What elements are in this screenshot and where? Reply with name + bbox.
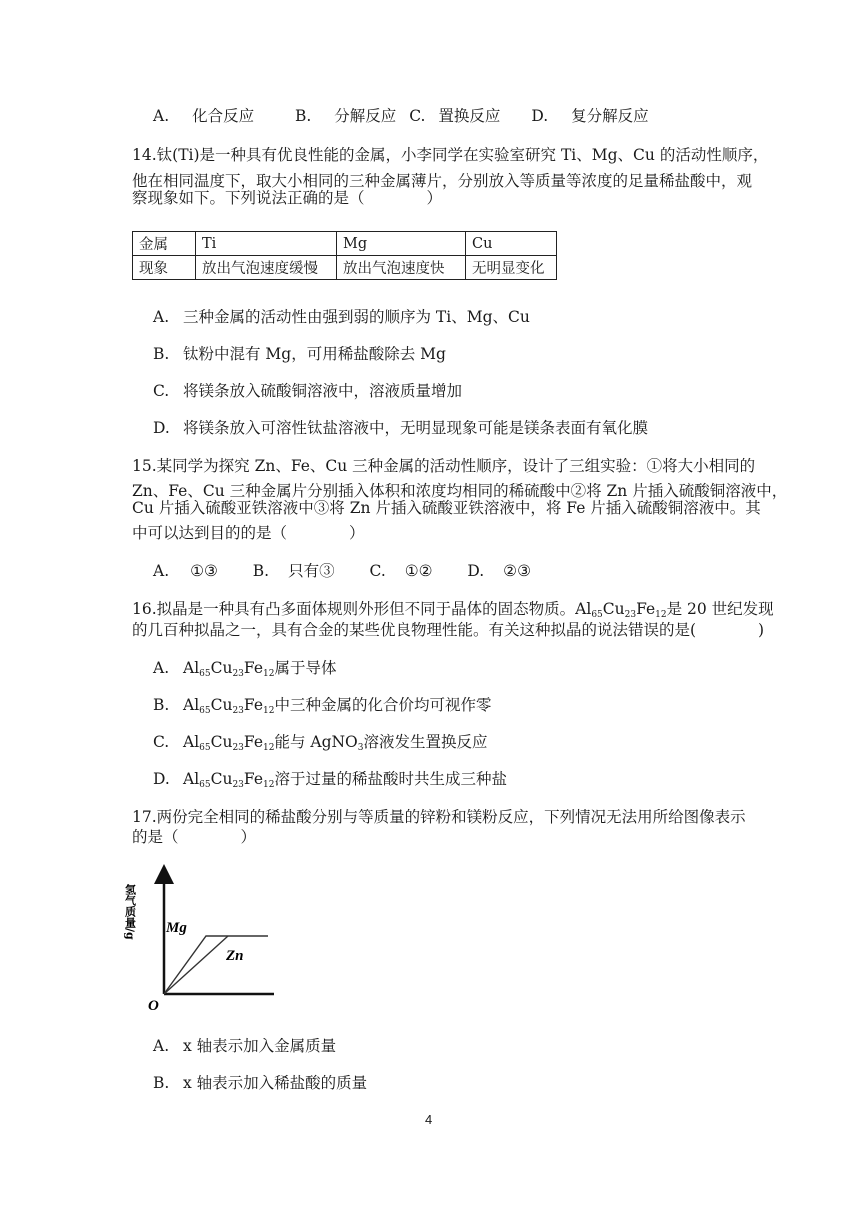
- formula-element: Fe: [636, 600, 656, 618]
- q16-option-d: [153, 769, 507, 789]
- q15-option-b-text: 只有③: [288, 562, 335, 580]
- q17-option-b: [153, 1073, 367, 1093]
- table-cell: 现象: [133, 256, 196, 280]
- q17-option-a: [153, 1036, 336, 1056]
- q15-option-b-letter: B.: [252, 562, 270, 580]
- mg-curve: [164, 936, 268, 994]
- q15-option-c-text: ①②: [404, 562, 433, 580]
- q14-observation-table: [132, 231, 557, 280]
- formula-element: Al: [183, 659, 200, 677]
- q14-option-c: [153, 381, 462, 401]
- q13-option-b-letter: B.: [295, 107, 312, 125]
- formula-element: Al: [575, 600, 592, 618]
- formula-element: Al: [183, 696, 200, 714]
- q15-option-c-letter: C.: [369, 562, 386, 580]
- option-letter: B.: [153, 345, 170, 363]
- q15-option-d-letter: D.: [467, 562, 485, 580]
- option-text: 溶于过量的稀盐酸时共生成三种盐: [274, 770, 507, 788]
- q13-option-a-text: 化合反应: [192, 107, 255, 125]
- formula-element: Al: [183, 733, 200, 751]
- formula-subscript: 23: [624, 610, 637, 620]
- option-text: 属于导体: [274, 659, 337, 677]
- q16-option-b: [153, 695, 491, 715]
- formula-subscript: 65: [199, 743, 211, 753]
- chemical-formula: [183, 770, 274, 788]
- formula-element: Cu: [210, 696, 233, 714]
- option-letter: A.: [153, 308, 170, 326]
- table-cell: 放出气泡速度缓慢: [196, 256, 337, 280]
- q15-option-a-letter: A.: [153, 562, 170, 580]
- option-letter: C.: [153, 382, 170, 400]
- q15-stem-line1: 15.某同学为探究 Zn、Fe、Cu 三种金属的活动性顺序，设计了三组实验：①将大小相同的: [132, 457, 756, 475]
- q17-graph: [123, 862, 278, 1014]
- option-text: 能与 AgNO: [274, 733, 358, 751]
- option-text: 溶液发生置换反应: [363, 733, 488, 751]
- q15-option-a-text: ①③: [190, 562, 218, 580]
- origin-label: O: [148, 998, 159, 1014]
- q16-stem-line1: [132, 599, 774, 619]
- table-cell: 金属: [133, 232, 196, 256]
- formula-subscript: 65: [199, 780, 211, 790]
- q13-option-b-text: 分解反应: [334, 107, 397, 125]
- option-letter: B.: [153, 1074, 170, 1092]
- q14-stem-line1: 14.钛(Ti)是一种具有优良性能的金属，小李同学在实验室研究 Ti、Mg、Cu 的活动性顺序，: [132, 146, 769, 164]
- q14-option-b: [153, 344, 446, 364]
- q13-option-c-letter: C.: [409, 107, 426, 125]
- mg-label: Mg: [166, 920, 187, 936]
- table-row: [133, 232, 557, 256]
- formula-subscript: 12: [263, 669, 275, 679]
- option-text: 三种金属的活动性由强到弱的顺序为 Ti、Mg、Cu: [183, 308, 530, 326]
- option-letter: A.: [153, 1037, 170, 1055]
- formula-subscript: 12: [263, 706, 275, 716]
- q15-option-d-text: ②③: [503, 562, 531, 580]
- formula-element: Cu: [210, 659, 233, 677]
- q13-option-a-letter: A.: [153, 107, 170, 125]
- q16-stem-line2: 的几百种拟晶之一，具有合金的某些优良物理性能。有关这种拟晶的说法错误的是( ): [132, 621, 765, 639]
- option-text: x 轴表示加入稀盐酸的质量: [183, 1074, 368, 1092]
- formula-subscript: 12: [263, 780, 275, 790]
- option-text: 中三种金属的化合价均可视作零: [274, 696, 492, 714]
- q15-stem-line2: Zn、Fe、Cu 三种金属片分别插入体积和浓度均相同的稀硫酸中②将 Zn 片插入硫酸铜溶液中，: [132, 482, 788, 500]
- table-row: [133, 256, 557, 280]
- formula-subscript: 23: [232, 780, 244, 790]
- formula-element: Fe: [243, 696, 263, 714]
- q13-option-d-text: 复分解反应: [571, 107, 649, 125]
- formula-subscript: 23: [232, 743, 244, 753]
- formula-element: Cu: [602, 600, 625, 618]
- formula-subscript: 12: [655, 610, 667, 620]
- page-number: 4: [425, 1112, 433, 1127]
- q14-stem-line2: 他在相同温度下，取大小相同的三种金属薄片，分别放入等质量等浓度的足量稀盐酸中，观: [132, 172, 753, 190]
- chemical-formula: [183, 696, 274, 714]
- formula-subscript: 65: [199, 706, 211, 716]
- q13-option-c-text: 置换反应: [438, 107, 501, 125]
- table-cell: 放出气泡速度快: [337, 256, 466, 280]
- option-letter: D.: [153, 419, 170, 437]
- option-text: x 轴表示加入金属质量: [183, 1037, 337, 1055]
- y-axis-label: 氢气质量/g: [123, 884, 137, 940]
- option-letter: B.: [153, 696, 170, 714]
- zn-label: Zn: [226, 948, 244, 964]
- q16-stem-text: 是 20 世纪发现: [666, 600, 774, 618]
- option-text: 将镁条放入硫酸铜溶液中，溶液质量增加: [183, 382, 463, 400]
- table-cell: Mg: [337, 232, 466, 256]
- chemical-formula: [575, 600, 666, 618]
- formula-element: Cu: [210, 733, 233, 751]
- chemical-formula: [183, 659, 274, 677]
- formula-subscript: 65: [591, 610, 603, 620]
- option-letter: D.: [153, 770, 170, 788]
- q14-stem-line3: 察现象如下。下列说法正确的是（ ）: [132, 189, 443, 207]
- q14-option-a: [153, 307, 530, 327]
- option-letter: C.: [153, 733, 170, 751]
- formula-element: Al: [183, 770, 200, 788]
- formula-element: Fe: [243, 659, 263, 677]
- table-cell: Ti: [196, 232, 337, 256]
- q17-stem-line2: 的是（ ）: [132, 828, 257, 846]
- q15-stem-line4: 中可以达到目的的是（ ）: [132, 524, 365, 542]
- q16-option-a: [153, 658, 336, 678]
- option-text: 将镁条放入可溶性钛盐溶液中，无明显现象可能是镁条表面有氧化膜: [183, 419, 649, 437]
- q13-options: [153, 106, 649, 126]
- formula-subscript: 23: [232, 669, 244, 679]
- formula-subscript: 65: [199, 669, 211, 679]
- table-cell: Cu: [466, 232, 557, 256]
- q16-stem-text: 16.拟晶是一种具有凸多面体规则外形但不同于晶体的固态物质。: [132, 600, 576, 618]
- formula-element: Cu: [210, 770, 233, 788]
- formula-subscript: 12: [263, 743, 275, 753]
- zn-curve: [164, 936, 228, 994]
- q17-stem-line1: 17.两份完全相同的稀盐酸分别与等质量的锌粉和镁粉反应，下列情况无法用所给图像表示: [132, 808, 746, 826]
- formula-element: Fe: [243, 770, 263, 788]
- option-text: 钛粉中混有 Mg，可用稀盐酸除去 Mg: [183, 345, 446, 363]
- formula-subscript: 3: [357, 743, 364, 753]
- q13-option-d-letter: D.: [531, 107, 549, 125]
- q15-options: [153, 561, 531, 581]
- chemical-formula: [183, 733, 274, 751]
- option-letter: A.: [153, 659, 170, 677]
- q15-stem-line3: Cu 片插入硫酸亚铁溶液中③将 Zn 片插入硫酸亚铁溶液中，将 Fe 片插入硫酸铜溶液中。其: [132, 499, 761, 517]
- table-cell: 无明显变化: [466, 256, 557, 280]
- q16-option-c: [153, 732, 488, 752]
- formula-element: Fe: [243, 733, 263, 751]
- q14-option-d: [153, 418, 648, 438]
- formula-subscript: 23: [232, 706, 244, 716]
